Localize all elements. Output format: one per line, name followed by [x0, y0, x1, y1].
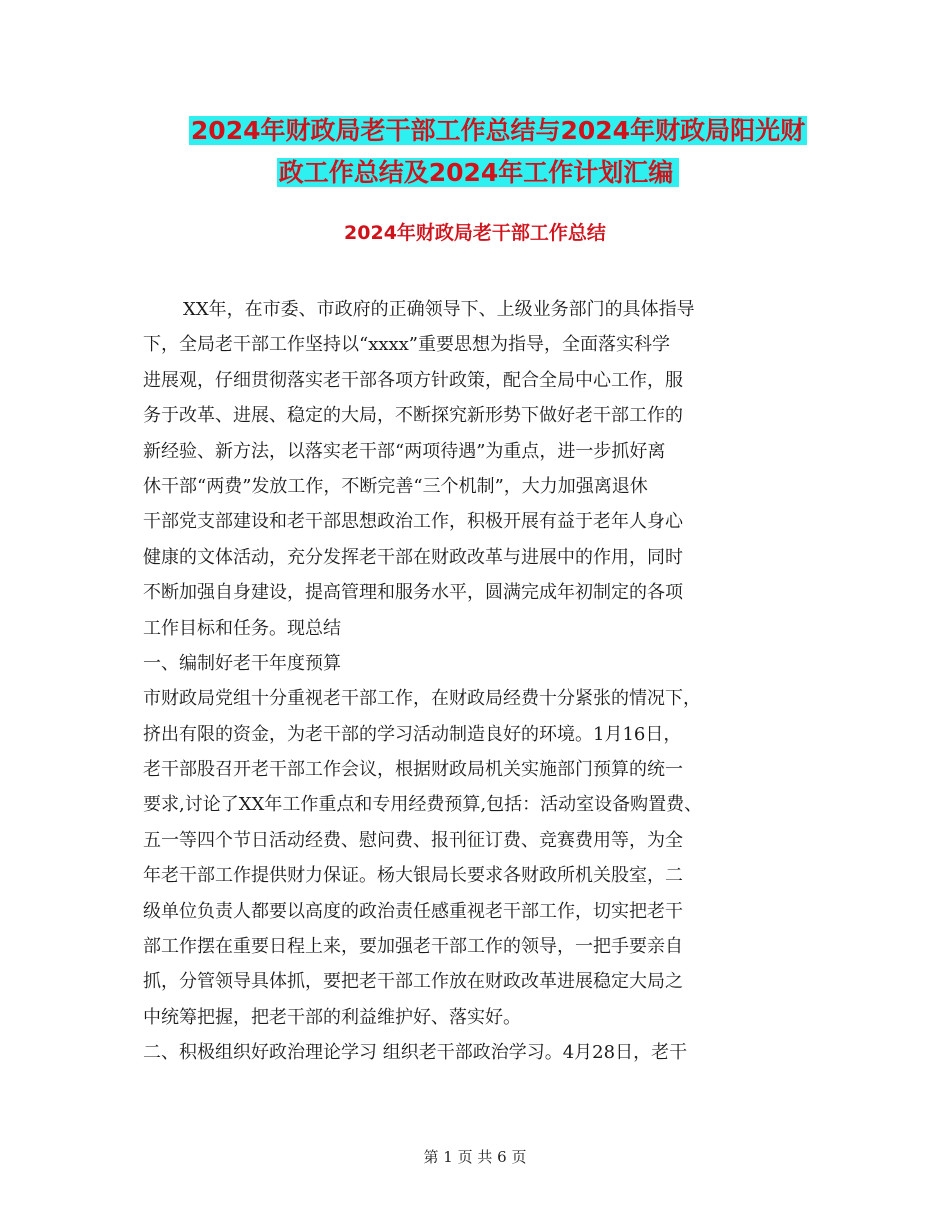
paragraph-line: 市财政局党组十分重视老干部工作，在财政局经费十分紧张的情况下， — [143, 688, 701, 710]
paragraph-line: 老干部股召开老干部工作会议，根据财政局机关实施部门预算的统一 — [143, 759, 683, 781]
paragraph-line: 不断加强自身建设，提高管理和服务水平，圆满完成年初制定的各项 — [143, 582, 683, 604]
paragraph-line: 年老干部工作提供财力保证。杨大银局长要求各财政所机关股室，二 — [143, 865, 683, 887]
paragraph-line: 进展观，仔细贯彻落实老干部各项方针政策，配合全局中心工作，服 — [143, 369, 683, 391]
section-heading: 2024年财政局老干部工作总结 — [344, 222, 606, 244]
paragraph-line: 务于改革、进展、稳定的大局，不断探究新形势下做好老干部工作的 — [143, 405, 683, 427]
document-title-line-2: 政工作总结及2024年工作计划汇编 — [0, 150, 950, 196]
paragraph-line: 五一等四个节日活动经费、慰问费、报刊征订费、竞赛费用等，为全 — [143, 829, 683, 851]
document-title-line-1: 2024年财政局老干部工作总结与2024年财政局阳光财 — [190, 116, 806, 145]
paragraph-line: 新经验、新方法，以落实老干部“两项待遇”为重点，进一步抓好离 — [143, 440, 666, 462]
paragraph-line: 挤出有限的资金，为老干部的学习活动制造良好的环境。1月16日， — [143, 723, 682, 745]
paragraph-line: 级单位负责人都要以高度的政治责任感重视老干部工作，切实把老干 — [143, 900, 683, 922]
subheading-line: 二、积极组织好政治理论学习 组织老干部政治学习。4月28日，老干 — [143, 1042, 688, 1064]
paragraph-line: 抓，分管领导具体抓，要把老干部工作放在财政改革进展稳定大局之 — [143, 971, 683, 993]
document-body — [143, 292, 823, 1071]
paragraph-line: 干部党支部建设和老干部思想政治工作，积极开展有益于老年人身心 — [143, 511, 683, 533]
subheading-line: 一、编制好老干年度预算 — [143, 652, 341, 674]
paragraph-line: 部工作摆在重要日程上来，要加强老干部工作的领导，一把手要亲自 — [143, 936, 683, 958]
paragraph-line: 下，全局老干部工作坚持以“xxxx”重要思想为指导，全面落实科学 — [143, 334, 671, 356]
paragraph-line: 休干部“两费”发放工作，不断完善“三个机制”，大力加强离退休 — [143, 475, 648, 497]
paragraph-line: 要求,讨论了XX年工作重点和专用经费预算,包括：活动室设备购置费、 — [143, 794, 703, 816]
paragraph-line: XX年，在市委、市政府的正确领导下、上级业务部门的具体指导 — [183, 299, 695, 320]
page-number: 第 1 页 共 6 页 — [423, 1148, 527, 1166]
paragraph-line: 中统筹把握，把老干部的利益维护好、落实好。 — [143, 1006, 521, 1028]
paragraph-line: 工作目标和任务。现总结 — [143, 617, 341, 639]
paragraph-line: 健康的文体活动，充分发挥老干部在财政改革与进展中的作用，同时 — [143, 546, 683, 568]
